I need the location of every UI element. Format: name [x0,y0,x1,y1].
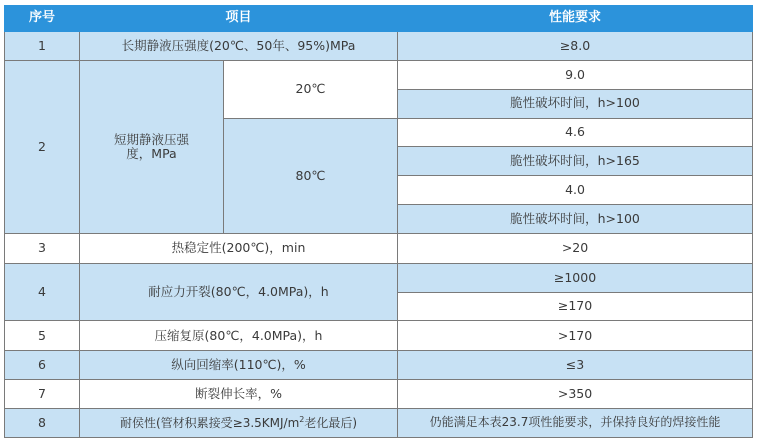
table-row [5,60,753,89]
table-row [5,233,753,263]
row-seq: 2 [5,60,80,233]
row-requirement: >170 [398,321,753,351]
row-seq: 1 [5,32,80,61]
header-requirement: 性能要求 [398,6,753,32]
row-item-prefix: 耐侯性(管材积累接受≥3.5KMJ/m [119,416,300,431]
row-requirement: >350 [398,380,753,409]
row-item-superscript: 2 [299,415,305,425]
table-row [5,321,753,351]
row-seq: 4 [5,263,80,321]
row-requirement: ≤3 [398,351,753,380]
row-requirement: 脆性破坏时间，h>100 [398,89,753,118]
row-item [80,409,398,438]
row-seq: 6 [5,351,80,380]
row-requirement: ≥170 [398,292,753,321]
temperature-20: 20℃ [224,60,398,118]
performance-spec-table [4,5,753,438]
row-item: 压缩复原(80℃，4.0MPa)，h [80,321,398,351]
table-row [5,32,753,61]
row-requirement: 4.6 [398,118,753,147]
row-requirement: 9.0 [398,60,753,89]
row-item-suffix: 老化最后) [304,416,358,431]
row-item: 热稳定性(200℃)，min [80,233,398,263]
header-seq: 序号 [5,6,80,32]
row-seq: 7 [5,380,80,409]
row-item: 短期静液压强度，MPa [80,60,224,233]
row-requirement: ≥8.0 [398,32,753,61]
temperature-80: 80℃ [224,118,398,233]
row-requirement: 脆性破坏时间，h>165 [398,147,753,176]
row-requirement: >20 [398,233,753,263]
row-seq: 8 [5,409,80,438]
row-item: 纵向回缩率(110℃)，% [80,351,398,380]
row-requirement: ≥1000 [398,263,753,292]
row-item: 断裂伸长率，% [80,380,398,409]
row-seq: 3 [5,233,80,263]
row-item: 长期静液压强度(20℃、50年、95%)MPa [80,32,398,61]
header-item: 项目 [80,6,398,32]
row-requirement: 脆性破坏时间，h>100 [398,205,753,234]
row-requirement: 4.0 [398,176,753,205]
table-row [5,409,753,438]
table-row [5,380,753,409]
table-header-row [5,6,753,32]
row-item: 耐应力开裂(80℃，4.0MPa)，h [80,263,398,321]
row-seq: 5 [5,321,80,351]
table-row [5,351,753,380]
table-row [5,263,753,292]
row-requirement: 仍能满足本表23.7项性能要求，并保持良好的焊接性能 [398,409,753,438]
